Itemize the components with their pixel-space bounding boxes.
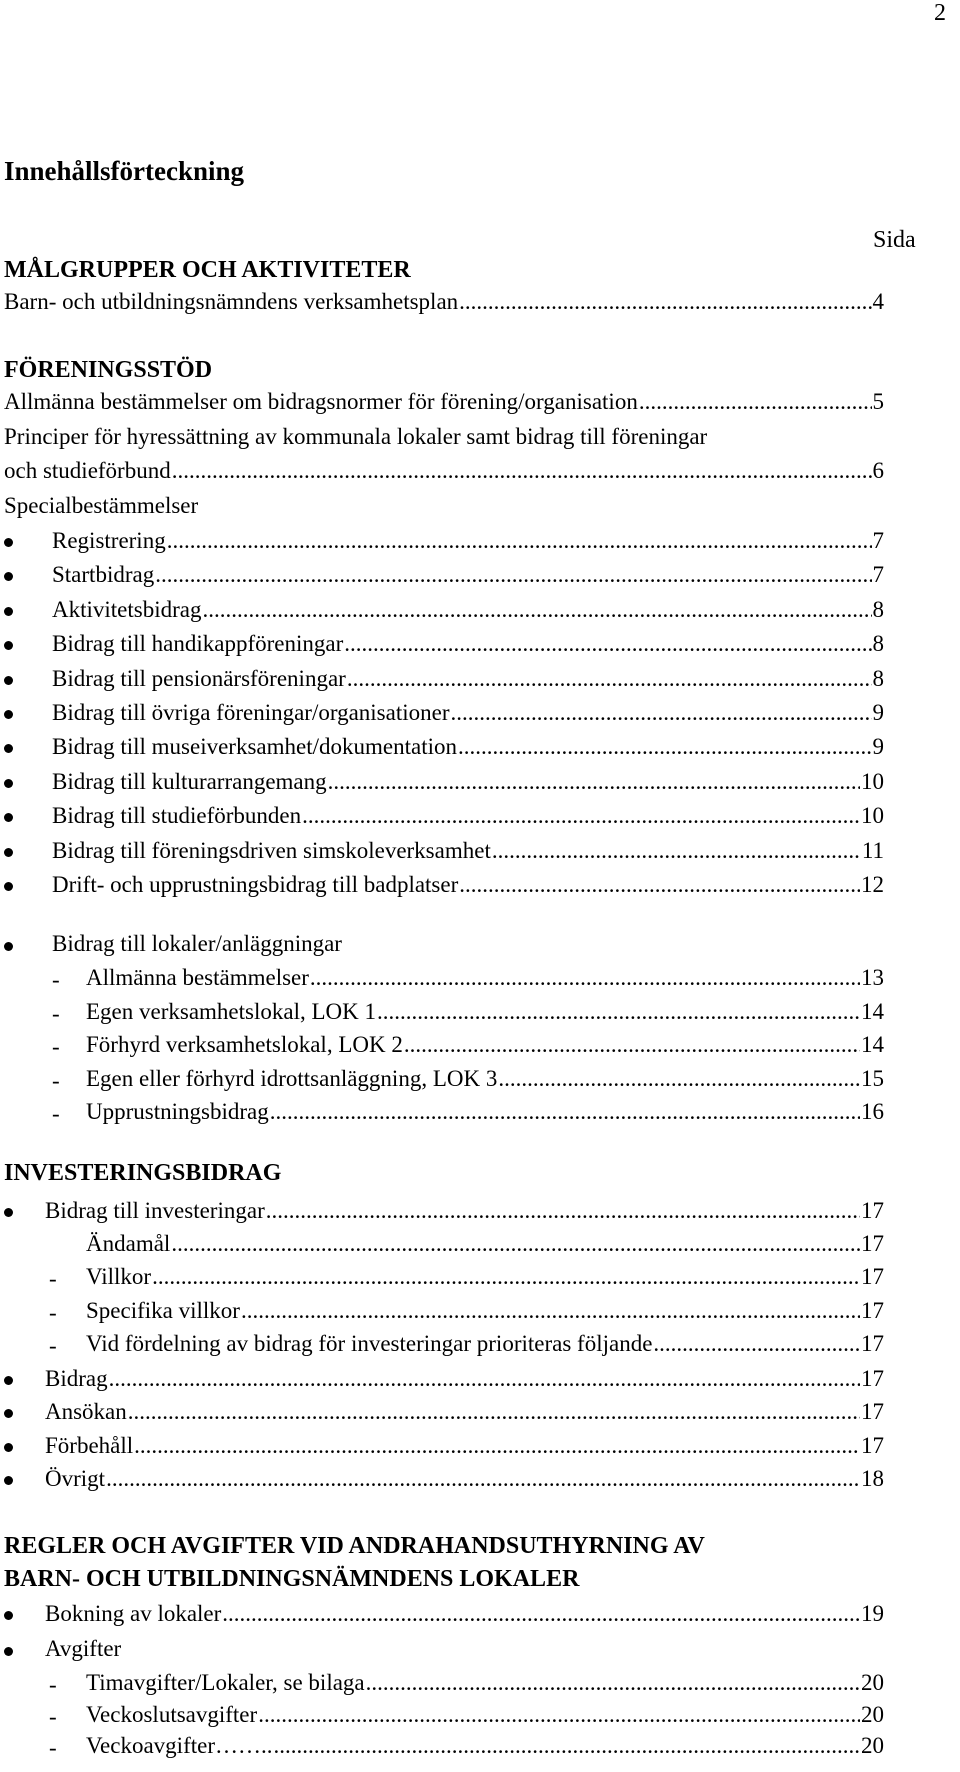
toc-entry[interactable] [86, 1099, 884, 1129]
toc-leader-dots [222, 1601, 860, 1627]
toc-leader-dots [134, 1433, 860, 1459]
page-column-label: Sida [873, 227, 916, 253]
subsection-label: Avgifter [45, 1636, 122, 1661]
subsection-label: Bidrag till lokaler/anläggningar [52, 931, 342, 956]
toc-entry[interactable] [52, 734, 884, 764]
toc-leader-dots [347, 666, 872, 692]
toc-label: Allmänna bestämmelser om bidragsnormer för förening/organisation [4, 389, 638, 414]
toc-label: Ändamål [86, 1231, 171, 1256]
toc-entry[interactable] [52, 838, 884, 868]
toc-leader-dots [458, 734, 872, 760]
section-heading-regler-line2: BARN- OCH UTBILDNINGSNÄMNDENS LOKALER [4, 1566, 580, 1592]
toc-page: 12 [861, 872, 884, 897]
toc-page: 17 [861, 1331, 884, 1356]
toc-entry[interactable] [52, 528, 884, 558]
toc-entry[interactable] [45, 1198, 884, 1228]
toc-page: 14 [861, 1032, 884, 1057]
toc-page: 10 [861, 768, 884, 794]
toc-page: 4 [872, 289, 884, 314]
toc-entry[interactable] [45, 1366, 884, 1396]
toc-label: Registrering [52, 528, 166, 553]
toc-page: 17 [861, 1366, 884, 1391]
toc-entry[interactable] [4, 389, 884, 419]
toc-entry[interactable] [86, 1264, 884, 1294]
toc-label: Bokning av lokaler [45, 1601, 222, 1626]
toc-leader-dots [128, 1399, 860, 1425]
subsection-label: Specialbestämmelser [4, 493, 199, 518]
toc-page: 14 [861, 998, 884, 1024]
toc-page: 11 [861, 837, 884, 863]
toc-entry[interactable] [86, 1733, 884, 1763]
toc-page: 17 [861, 1264, 884, 1289]
toc-label: och studieförbund [4, 458, 171, 483]
bullet-dot [4, 1409, 13, 1418]
toc-leader-dots [344, 631, 871, 657]
toc-entry[interactable] [52, 597, 884, 627]
toc-label: Bidrag [45, 1366, 108, 1391]
toc-entry[interactable] [4, 458, 884, 488]
toc-leader-dots [106, 1466, 860, 1492]
toc-label: Egen eller förhyrd idrottsanläggning, LOK 3 [86, 1065, 498, 1091]
toc-label: Övrigt [45, 1465, 106, 1491]
toc-entry[interactable] [86, 965, 884, 995]
bullet-dot [4, 942, 13, 951]
bullet-dot [4, 1443, 13, 1452]
toc-page: 17 [861, 1432, 884, 1458]
toc-leader-dots [459, 289, 871, 315]
toc-leader-dots [404, 1032, 860, 1058]
toc-label: Startbidrag [52, 562, 155, 588]
dash-marker: - [52, 967, 60, 992]
dash-marker: - [49, 1735, 57, 1760]
toc-page: 17 [861, 1399, 884, 1425]
toc-page: 18 [861, 1465, 884, 1491]
bullet-dot [4, 538, 13, 547]
toc-page: 9 [872, 700, 884, 725]
section-heading-regler: REGLER OCH AVGIFTER VID ANDRAHANDSUTHYRNING AV [4, 1533, 705, 1559]
dash-marker: - [49, 1333, 57, 1358]
dash-marker: - [52, 1034, 60, 1059]
toc-leader-dots [202, 597, 871, 623]
bullet-dot [4, 1611, 13, 1620]
toc-label-line: Principer för hyressättning av kommunala lokaler samt bidrag till föreningar [4, 424, 708, 449]
toc-entry[interactable] [86, 1331, 884, 1361]
toc-entry[interactable] [86, 1066, 884, 1096]
bullet-dot [4, 607, 13, 616]
bullet-dot [4, 641, 13, 650]
bullet-dot [4, 1208, 13, 1217]
toc-page: 20 [861, 1701, 884, 1727]
toc-page: 5 [872, 389, 884, 414]
toc-page: 6 [872, 458, 884, 483]
toc-entry[interactable] [45, 1466, 884, 1496]
bullet-dot [4, 1476, 13, 1485]
toc-label: Förbehåll [45, 1432, 134, 1458]
dash-marker: - [52, 1067, 60, 1093]
toc-label: Bidrag till föreningsdriven simskoleverksamhet [52, 837, 491, 863]
toc-label: Vid fördelning av bidrag för investeringar prioriteras följande [86, 1331, 653, 1356]
bullet-dot [4, 1647, 13, 1656]
toc-page: 16 [861, 1099, 884, 1124]
toc-entry[interactable] [86, 1032, 884, 1062]
toc-entry[interactable] [86, 1702, 884, 1732]
dash-marker: - [52, 1101, 60, 1126]
toc-entry[interactable] [86, 1231, 884, 1261]
toc-page: 7 [872, 528, 884, 553]
toc-label: Villkor [86, 1264, 152, 1289]
toc-leader-dots [172, 458, 872, 484]
toc-page: 19 [861, 1601, 884, 1626]
toc-leader-dots [498, 1066, 860, 1092]
toc-page: 8 [872, 631, 884, 657]
toc-leader-dots [366, 1670, 860, 1696]
toc-leader-dots [451, 700, 872, 726]
toc-entry[interactable] [52, 631, 884, 661]
toc-label: Ansökan [45, 1399, 127, 1425]
toc-leader-dots [459, 872, 860, 898]
toc-page: 20 [861, 1733, 884, 1758]
bullet-dot [4, 779, 13, 788]
toc-entry[interactable] [52, 666, 884, 696]
toc-entry[interactable] [45, 1601, 884, 1631]
toc-page: 10 [861, 803, 884, 829]
toc-label: Allmänna bestämmelser [86, 965, 309, 990]
bullet-dot [4, 813, 13, 822]
dash-marker: - [49, 1703, 57, 1729]
toc-leader-dots [653, 1331, 860, 1357]
bullet-dot [4, 848, 13, 857]
toc-leader-dots [258, 1702, 860, 1728]
toc-leader-dots [639, 389, 872, 415]
toc-label: Specifika villkor [86, 1297, 240, 1323]
toc-leader-dots [492, 838, 861, 864]
toc-label: Bidrag till kulturarrangemang [52, 768, 327, 794]
dash-marker: - [49, 1299, 57, 1325]
toc-label: Barn- och utbildningsnämndens verksamhetsplan [4, 289, 459, 314]
toc-leader-dots [328, 769, 860, 795]
dash-marker: - [49, 1266, 57, 1291]
toc-page: 9 [872, 734, 884, 760]
toc-entry[interactable] [45, 1399, 884, 1429]
toc-entry[interactable] [4, 289, 884, 319]
toc-leader-dots [155, 562, 871, 588]
toc-entry[interactable] [52, 872, 884, 902]
toc-entry[interactable] [86, 999, 884, 1029]
toc-entry[interactable] [52, 562, 884, 592]
toc-leader-dots [377, 999, 860, 1025]
toc-label: Aktivitetsbidrag [52, 596, 202, 622]
toc-label: Veckoavgifter…….. [86, 1733, 273, 1758]
toc-label: Veckoslutsavgifter [86, 1701, 258, 1727]
toc-page: 17 [861, 1231, 884, 1256]
toc-page: 8 [872, 665, 884, 691]
toc-leader-dots [302, 803, 860, 829]
toc-leader-dots [241, 1298, 860, 1324]
toc-label: Bidrag till övriga föreningar/organisationer [52, 700, 450, 725]
toc-entry[interactable] [86, 1670, 884, 1700]
page-number: 2 [934, 0, 946, 26]
toc-leader-dots [270, 1099, 860, 1125]
toc-leader-dots [167, 528, 872, 554]
toc-page: 17 [861, 1198, 884, 1223]
section-heading-investeringsbidrag: INVESTERINGSBIDRAG [4, 1160, 282, 1186]
toc-label: Bidrag till studieförbunden [52, 803, 302, 829]
toc-leader-dots [274, 1733, 861, 1759]
toc-leader-dots [266, 1198, 860, 1224]
bullet-dot [4, 676, 13, 685]
toc-label: Bidrag till pensionärsföreningar [52, 665, 346, 691]
toc-label: Bidrag till museiverksamhet/dokumentation [52, 734, 457, 760]
bullet-dot [4, 572, 13, 581]
toc-entry[interactable] [86, 1298, 884, 1328]
toc-leader-dots [171, 1231, 860, 1257]
bullet-dot [4, 1376, 13, 1385]
toc-leader-dots [152, 1264, 860, 1290]
section-heading-foreningsstod: FÖRENINGSSTÖD [4, 357, 213, 383]
toc-entry[interactable] [52, 769, 884, 799]
dash-marker: - [49, 1672, 57, 1697]
toc-page: 8 [872, 596, 884, 622]
toc-page: 17 [861, 1297, 884, 1323]
toc-leader-dots [310, 965, 860, 991]
toc-label: Egen verksamhetslokal, LOK 1 [86, 998, 376, 1024]
toc-page: 20 [861, 1670, 884, 1695]
bullet-dot [4, 882, 13, 891]
toc-leader-dots [109, 1366, 860, 1392]
toc-label: Upprustningsbidrag [86, 1099, 269, 1124]
bullet-dot [4, 744, 13, 753]
toc-page: 13 [861, 965, 884, 990]
toc-label: Förhyrd verksamhetslokal, LOK 2 [86, 1032, 403, 1057]
toc-label: Drift- och upprustningsbidrag till badplatser [52, 872, 459, 897]
toc-entry[interactable] [45, 1433, 884, 1463]
toc-entry[interactable] [52, 700, 884, 730]
dash-marker: - [52, 1000, 60, 1026]
section-heading-malgrupper: MÅLGRUPPER OCH AKTIVITETER [4, 257, 411, 283]
page-title: Innehållsförteckning [4, 156, 245, 186]
bullet-dot [4, 710, 13, 719]
toc-label: Bidrag till handikappföreningar [52, 631, 344, 657]
toc-entry[interactable] [52, 803, 884, 833]
toc-page: 7 [872, 562, 884, 588]
toc-label: Timavgifter/Lokaler, se bilaga [86, 1670, 365, 1695]
toc-page: 15 [861, 1065, 884, 1091]
toc-label: Bidrag till investeringar [45, 1198, 265, 1223]
